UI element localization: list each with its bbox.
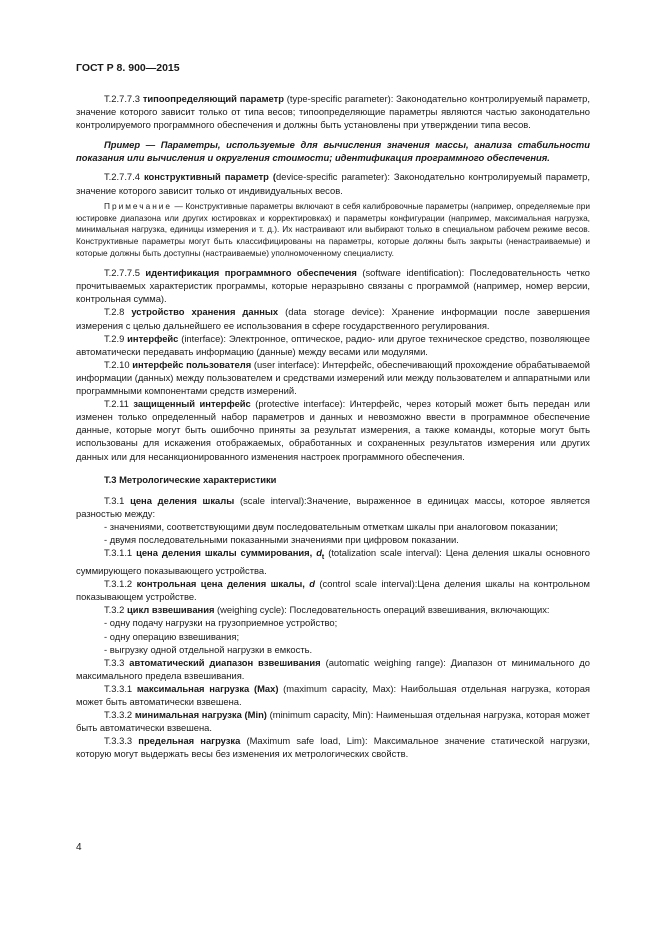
term: автоматический диапазон взвешивания	[129, 656, 321, 668]
term: минимальная нагрузка (Min)	[134, 709, 267, 721]
definition-paragraph: Т.3.1.1 цена деления шкалы суммирования, $d_t$ (totalization scale interval): Цена деления шкалы основного суммирующего показывающего устройства.	[76, 547, 590, 577]
list-item: - значениями, соответствующими двум последовательным отметкам шкалы при аналоговом показании;	[104, 520, 558, 532]
definition-paragraph: Т.2.9 интерфейс (interface): Электронное, оптическое, радио- или другое техническое средство, позволяющее автоматически передавать информацию (данные) между весами или модулями.	[76, 332, 590, 357]
symbol: d	[316, 547, 322, 559]
definition-paragraph: Т.3.3 автоматический диапазон взвешивания (automatic weighing range): Диапазон от минимального до максимального предела взвешивания.	[76, 656, 590, 681]
list-item: - двумя последовательными показанными значениями при цифровом показании.	[104, 533, 459, 545]
page-number: 4	[76, 842, 82, 853]
note-paragraph: Примечание — Конструктивные параметры включают в себя калибровочные параметры (например, определяемые при юстировке диапазона или других юстировках и корректировках) и параметры конфигурации (например, максимальная нагрузка, минимальная нагрузка, единицы измерения и т. д.). Их настраивают или выбирают только в специальном рабочем режиме весов. Конструктивные параметры могут быть классифицированы на параметры, которые должны быть закрыты (ненастраиваемые) и которые должны быть доступны (настраиваемые) уполномоченному специалисту.	[76, 200, 590, 259]
example-paragraph: Пример — Параметры, используемые для вычисления значения массы, анализа стабильности показания или вычисления и округления стоимости; идентификация программного обеспечения.	[76, 139, 590, 164]
term: конструктивный параметр (	[143, 171, 277, 183]
term: устройство хранения данных	[131, 306, 279, 318]
definition-paragraph: Т.3.3.2 минимальная нагрузка (Min) (minimum capacity, Min): Наименьшая отдельная нагрузка, которая может быть автоматически взвешена.	[76, 709, 590, 734]
term: идентификация программного обеспечения	[145, 267, 357, 279]
term: защищенный интерфейс	[133, 398, 251, 410]
section-heading: Т.3 Метрологические характеристики	[104, 473, 277, 485]
term: типоопределяющий параметр	[142, 93, 284, 104]
term: контрольная цена деления шкалы,	[136, 578, 310, 590]
term: предельная нагрузка	[138, 735, 241, 747]
definition-paragraph: Т.3.1 цена деления шкалы (scale interval):Значение, выраженное в единицах массы, которое является разностью между:	[76, 494, 590, 519]
list-item: - выгрузку одной отдельной нагрузки в емкость.	[104, 643, 313, 655]
definition-paragraph: Т.3.3.3 предельная нагрузка (Maximum safe load, Lim): Максимальное значение статической нагрузки, которую могут выдержать весы без изменения их метрологических свойств.	[76, 735, 590, 760]
definition-paragraph: Т.2.7.7.4 конструктивный параметр (device-specific parameter): Законодательно контролируемый параметр, значение которого зависит только от индивидуальных весов.	[76, 171, 590, 196]
definition-paragraph: Т.2.7.7.3 типоопределяющий параметр (type-specific parameter): Законодательно контролируемый параметр, значение которого зависит только от типа весов; типоопределяющие параметры являются частью законодательно контролируемого программного обеспечения и должны быть установлены при утверждении типа весов.	[76, 93, 590, 131]
definition-paragraph: Т.2.10 интерфейс пользователя (user interface): Интерфейс, обеспечивающий прохождение обрабатываемой информации (данных) между пользователем и средствами измерений или между пользователем и аппаратными или программными компонентами средств измерений.	[76, 358, 590, 397]
subscript: t	[321, 553, 325, 561]
term: интерфейс	[127, 332, 179, 344]
definition-paragraph: Т.3.1.2 контрольная цена деления шкалы, d (control scale interval):Цена деления шкалы на контрольном показывающем устройстве.	[76, 578, 591, 603]
definition-paragraph: Т.3.3.1 максимальная нагрузка (Max) (maximum capacity, Max): Наибольшая отдельная нагрузка, которая может быть автоматически взвешена.	[76, 682, 590, 707]
symbol: d	[309, 578, 316, 590]
definition-paragraph: Т.2.11 защищенный интерфейс (protective interface): Интерфейс, через который может быть передан или изменен только определенный набор параметров и данных и невозможно ввести в программное обеспечение данные, которые могут быть ошибочно приняты за результат измерения, а также команды, которые могут быть использованы для искажения отображаемых, обработанных и сохраненных результатов измерения или других данных или для несанкционированного изменения настроек программного обеспечения.	[76, 398, 590, 462]
document-body	[76, 92, 590, 760]
list-item: - одну операцию взвешивания;	[104, 630, 240, 642]
term: цикл взвешивания	[126, 604, 215, 616]
term: цена деления шкалы суммирования,	[136, 547, 317, 559]
term: интерфейс пользователя	[132, 358, 252, 370]
definition-paragraph: Т.2.8 устройство хранения данных (data storage device): Хранение информации после завершения измерения с целью дальнейшего ее использования в сфере государственного регулирования.	[76, 306, 590, 331]
list-item: - одну подачу нагрузки на грузоприемное устройство;	[104, 617, 338, 629]
term: цена деления шкалы	[130, 494, 235, 506]
definition-paragraph: Т.3.2 цикл взвешивания (weighing cycle): Последовательность операций взвешивания, включающих:	[104, 604, 550, 616]
term: максимальная нагрузка (Max)	[136, 682, 279, 694]
note-label: Примечание	[104, 200, 173, 211]
definition-paragraph: Т.2.7.7.5 идентификация программного обеспечения (software identification): Последовательность четко прочитываемых характеристик программы, которые неразрывно связаны с программой (например, номер версии, контрольная сумма).	[76, 267, 590, 305]
standard-header: ГОСТ Р 8. 900—2015	[76, 62, 180, 74]
